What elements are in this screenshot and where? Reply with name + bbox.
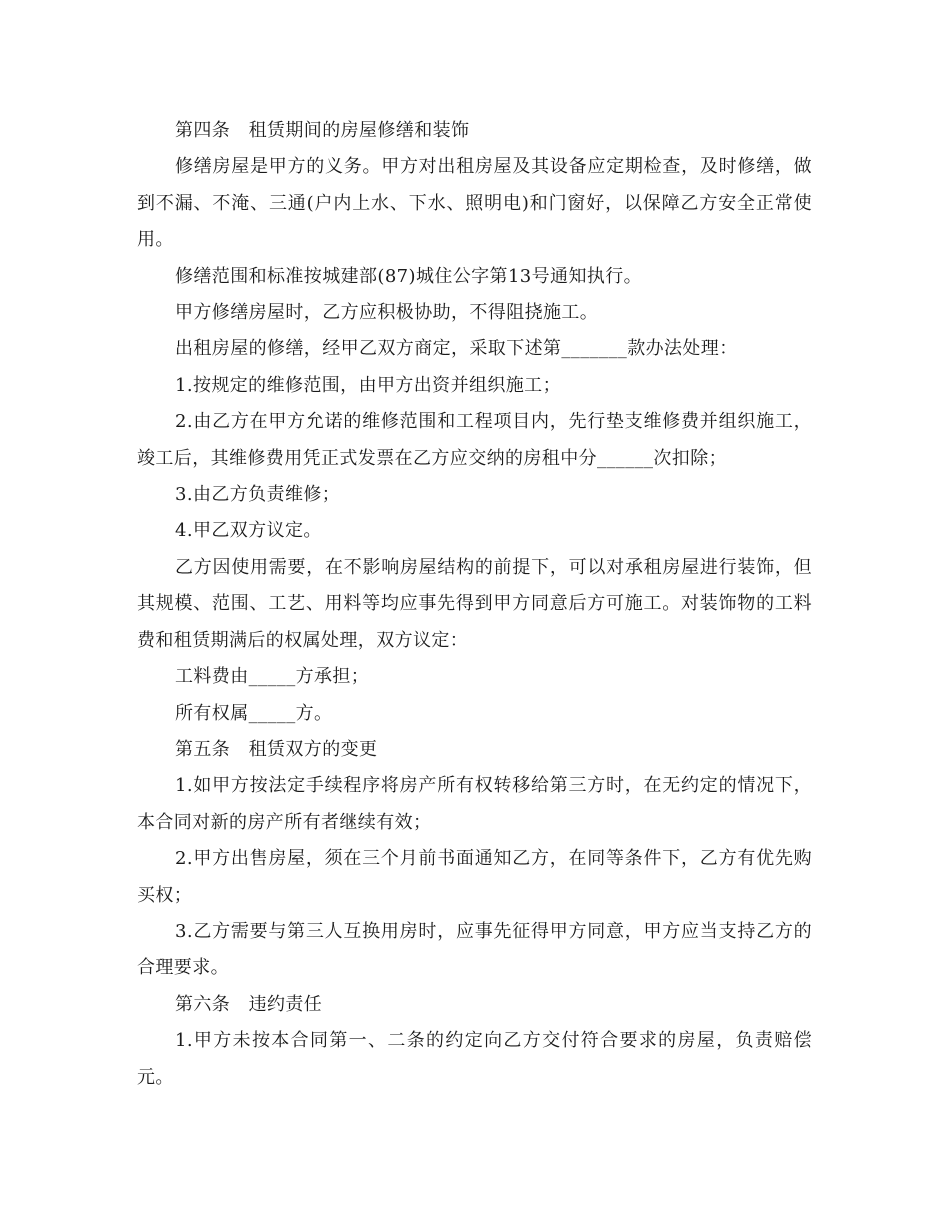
- repair-option-1: 1.按规定的维修范围，由甲方出资并组织施工；: [175, 374, 561, 396]
- repair-method-paragraph: 出租房屋的修缮，经甲乙双方商定，采取下述第_______款办法处理：: [175, 338, 738, 360]
- repair-option-2: 2.由乙方在甲方允诺的维修范围和工程项目内，先行垫支维修费并组织施工，竣工后，其维修费用凭正式发票在乙方应交纳的房租中分______次扣除；: [137, 411, 812, 469]
- liability-clause-1: 1.甲方未按本合同第一、二条的约定向乙方交付符合要求的房屋，负责赔偿元。: [137, 1030, 812, 1088]
- ownership-line: 所有权属_____方。: [175, 702, 333, 724]
- repair-option-3: 3.由乙方负责维修；: [175, 484, 341, 506]
- article-5-heading: 第五条 租赁双方的变更: [175, 738, 378, 760]
- repair-scope-paragraph: 修缮范围和标准按城建部(87)城住公字第13号通知执行。: [175, 265, 643, 287]
- article-4-heading: 第四条 租赁期间的房屋修缮和装饰: [175, 120, 470, 141]
- repair-cooperation-paragraph: 甲方修缮房屋时，乙方应积极协助，不得阻挠施工。: [175, 302, 599, 324]
- decoration-paragraph: 乙方因使用需要，在不影响房屋结构的前提下，可以对承租房屋进行装饰，但其规模、范围、工艺、用料等均应事先得到甲方同意后方可施工。对装饰物的工料费和租赁期满后的权属处理，双方议定：: [137, 556, 812, 651]
- repair-option-4: 4.甲乙双方议定。: [175, 520, 322, 542]
- change-clause-2: 2.甲方出售房屋，须在三个月前书面通知乙方，在同等条件下，乙方有优先购买权；: [137, 848, 812, 906]
- repair-obligation-paragraph: 修缮房屋是甲方的义务。甲方对出租房屋及其设备应定期检查，及时修缮，做到不漏、不淹、三通(户内上水、下水、照明电)和门窗好，以保障乙方安全正常使用。: [137, 156, 812, 251]
- change-clause-3: 3.乙方需要与第三人互换用房时，应事先征得甲方同意，甲方应当支持乙方的合理要求。: [137, 920, 812, 979]
- document-page: [137, 113, 812, 1096]
- material-cost-line: 工料费由_____方承担；: [175, 666, 370, 688]
- change-clause-1: 1.如甲方按法定手续程序将房产所有权转移给第三方时，在无约定的情况下，本合同对新的房产所有者继续有效；: [137, 775, 812, 833]
- article-6-heading: 第六条 违约责任: [175, 993, 323, 1015]
